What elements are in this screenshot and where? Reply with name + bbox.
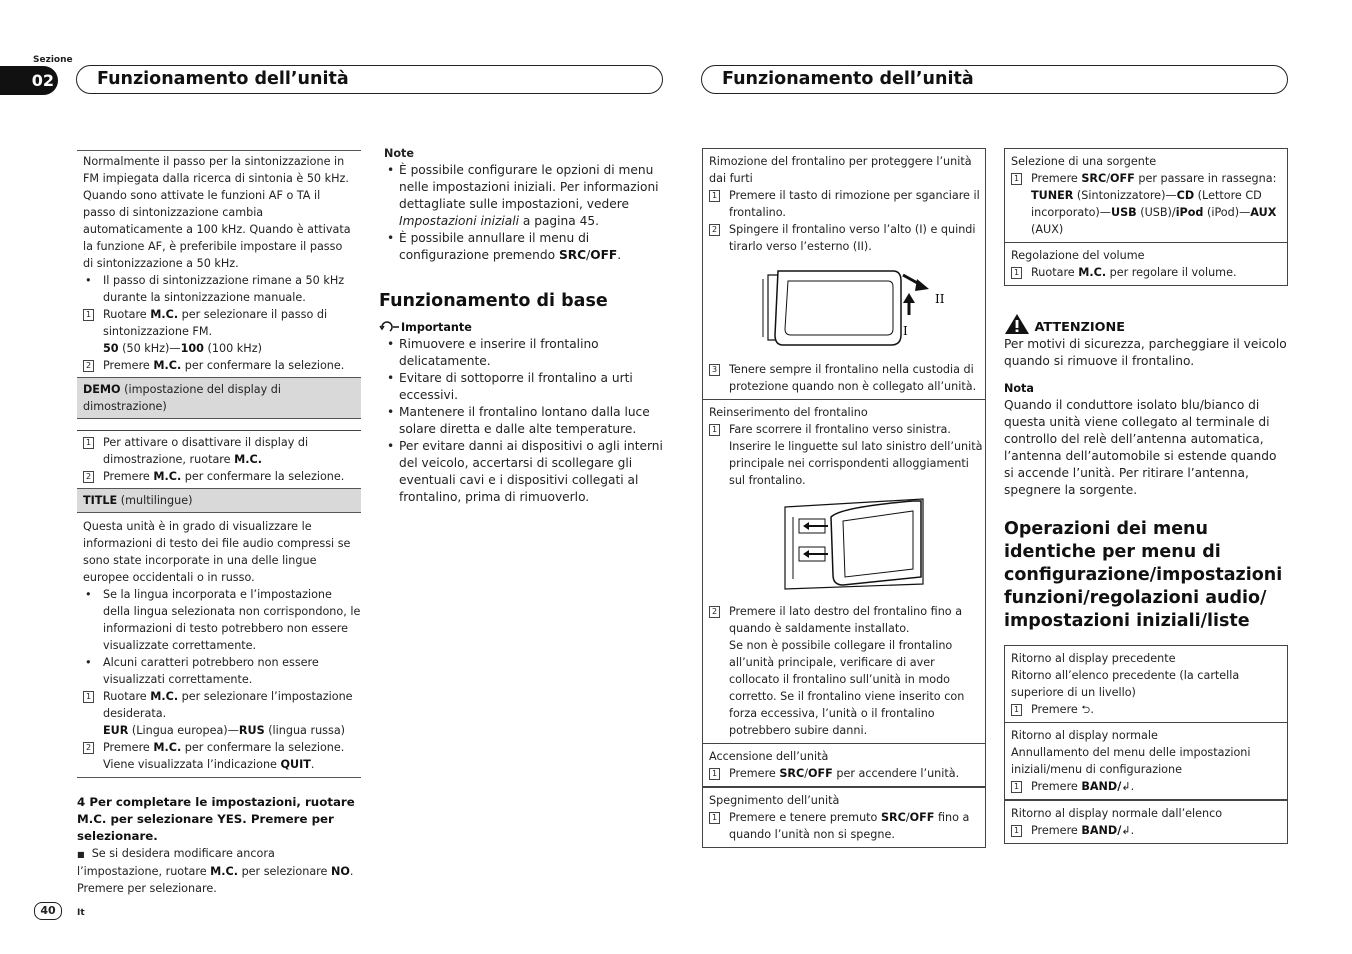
list-item: • Per evitare danni ai dispositivi o agli interni del veicolo, accertarsi di scollegare gli eventuali cavi e i dispositivi collegati al frontalino, prima di rimuoverlo. — [379, 438, 663, 506]
power-off-block — [703, 786, 985, 847]
menu-ops-box — [1004, 645, 1288, 844]
normal-display-block — [1005, 722, 1287, 799]
source-title: Selezione di una sorgente — [1011, 155, 1157, 168]
column-4 — [1004, 148, 1288, 844]
step-1: 1 Fare scorrere il frontalino verso sinistra. Inserire le linguette sul lato sinistro dell’unità principale nei corrispondenti alloggiamenti sul frontalino. — [703, 421, 985, 489]
step-1: 1 Premere SRC/OFF per accendere l’unità. — [703, 765, 985, 782]
step-1: 1 Premere BAND/↲. — [1005, 822, 1287, 839]
source-volume-box — [1004, 148, 1288, 286]
step-4: 4 Per completare le impostazioni, ruotare M.C. per selezionare YES. Premere per selezionare. — [77, 795, 355, 843]
step-3: 3 Tenere sempre il frontalino nella custodia di protezione quando non è collegato all’unità. — [703, 361, 985, 395]
insert-figure — [703, 489, 985, 599]
step-4-note: ■ Se si desidera modificare ancora l’impostazione, ruotare M.C. per selezionare NO. Premere per selezionare. — [77, 847, 354, 895]
step-2: 2 Premere M.C. per confermare la selezione. — [77, 357, 361, 374]
return-block — [1005, 646, 1287, 722]
language-code: It — [77, 908, 85, 918]
return-title: Ritorno al display precedente — [1011, 652, 1176, 665]
figure-label-I: I — [903, 324, 908, 338]
section-heading-base: Funzionamento di base — [379, 291, 608, 311]
removal-title: Rimozione del frontalino per proteggere l’unità dai furti — [709, 155, 972, 185]
volume-block — [1005, 242, 1287, 285]
important-icon — [379, 321, 401, 333]
warning-text: Per motivi di sicurezza, parcheggiare il veicolo quando si rimuove il frontalino. — [1004, 337, 1287, 368]
removal-block — [703, 149, 985, 399]
list-item: • È possibile annullare il menu di configurazione premendo SRC/OFF. — [379, 230, 663, 264]
section-number-badge: 02 — [0, 66, 58, 95]
nota-title: Nota — [1004, 382, 1034, 395]
demo-box — [77, 430, 361, 485]
step-1: 1 Premere il tasto di rimozione per sganciare il frontalino. — [703, 187, 985, 221]
note-title: Note — [384, 147, 414, 160]
insert-block — [703, 399, 985, 743]
step-2: 2 Premere M.C. per confermare la selezione. — [77, 468, 361, 485]
step-2: 2 Premere il lato destro del frontalino fino a quando è saldamente installato. Se non è possibile collegare il frontalino all’unità principale, verificare di aver collocato il frontalino sull’unità in modo corretto. Se il frontalino viene inserito con forza eccessiva, l’unità o il frontalino potrebbero subire danni. — [703, 603, 985, 739]
list-item: • Rimuovere e inserire il frontalino delicatamente. — [379, 336, 663, 370]
title-box — [77, 513, 361, 778]
list-return-block — [1005, 799, 1287, 843]
header-right-title: Funzionamento dell’unità — [701, 65, 1288, 94]
header-left-title: Funzionamento dell’unità — [76, 65, 663, 94]
list-item: • Mantenere il frontalino lontano dalla luce solare diretta e dalle alte temperature. — [379, 404, 663, 438]
power-off-title: Spegnimento dell’unità — [709, 794, 840, 807]
demo-heading: DEMO (impostazione del display di dimostrazione) — [77, 377, 361, 419]
step-1: 1 Premere ⮌. — [1005, 701, 1287, 718]
step-2: 2 Spingere il frontalino verso l’alto (I) e quindi tirarlo verso l’esterno (II). — [703, 221, 985, 255]
power-on-title: Accensione dell’unità — [709, 750, 829, 763]
removal-figure — [703, 255, 985, 355]
list-item: • Evitare di sottoporre il frontalino a urti eccessivi. — [379, 370, 663, 404]
insert-title: Reinserimento del frontalino — [709, 406, 868, 419]
fm-step-intro: Normalmente il passo per la sintonizzazione in FM impiegata dalla ricerca di sintonia è 50 kHz. Quando sono attivate le funzioni AF o TA il passo di sintonizzazione cambia automaticamente a 100 kHz. Quando è attivata la funzione AF, è preferibile impostare il passo di sintonizzazione a 50 kHz. — [83, 155, 351, 270]
column-3 — [702, 148, 986, 848]
step-2: 2 Premere M.C. per confermare la selezione. Viene visualizzata l’indicazione QUIT. — [77, 739, 361, 773]
step-1: 1 Premere e tenere premuto SRC/OFF fino a quando l’unità non si spegne. — [703, 809, 985, 843]
column-1 — [77, 150, 361, 897]
step-1: 1 Premere BAND/↲. — [1005, 778, 1287, 795]
section-heading-menu: Operazioni dei menu identiche per menu di configurazione/impostazioni funzioni/regolazioni audio/ impostazioni iniziali/liste — [1004, 519, 1283, 631]
step-1: 1 Premere SRC/OFF per passare in rassegna: TUNER (Sintonizzatore)—CD (Lettore CD incorporato)—USB (USB)/iPod (iPod)—AUX (AUX) — [1005, 170, 1287, 238]
section-label: Sezione — [33, 55, 73, 65]
enter-icon: ↲ — [1121, 824, 1131, 837]
figure-label-II: II — [935, 292, 945, 306]
important-title: Importante — [379, 319, 663, 336]
list-item: • Il passo di sintonizzazione rimane a 50 kHz durante la sintonizzazione manuale. — [77, 272, 361, 306]
volume-title: Regolazione del volume — [1011, 249, 1145, 262]
column-2 — [379, 145, 663, 506]
warning-title: ATTENZIONE — [1004, 313, 1288, 336]
enter-icon: ↲ — [1121, 780, 1131, 793]
return-icon: ⮌ — [1081, 703, 1091, 716]
return-sub: Ritorno all’elenco precedente (la cartella superiore di un livello) — [1011, 669, 1240, 699]
list-item: • Se la lingua incorporata e l’impostazione della lingua selezionata non corrispondono, le informazioni di testo potrebbero non essere visualizzate correttamente. — [77, 586, 361, 654]
step-1: 1 Ruotare M.C. per selezionare l’impostazione desiderata. EUR (Lingua europea)—RUS (lingua russa) — [77, 688, 361, 739]
title-heading: TITLE (multilingue) — [77, 488, 361, 513]
page-number: 40 — [34, 902, 62, 920]
list-item: • Alcuni caratteri potrebbero non essere visualizzati correttamente. — [77, 654, 361, 688]
list-return-title: Ritorno al display normale dall’elenco — [1011, 807, 1223, 820]
source-block — [1005, 149, 1287, 242]
fm-step-box — [77, 150, 361, 374]
normal-display-sub: Annullamento del menu delle impostazioni iniziali/menu di configurazione — [1011, 746, 1251, 776]
warning-icon — [1004, 313, 1030, 335]
title-intro: Questa unità è in grado di visualizzare le informazioni di testo dei file audio compressi se sono state incorporate in una delle lingue europee occidentali o in russo. — [83, 520, 351, 584]
power-on-block — [703, 743, 985, 786]
step-1: 1 Per attivare o disattivare il display di dimostrazione, ruotare M.C. — [77, 434, 361, 468]
step-1: 1 Ruotare M.C. per selezionare il passo di sintonizzazione FM. 50 (50 kHz)—100 (100 kHz) — [77, 306, 361, 357]
nota-text: Quando il conduttore isolato blu/bianco di questa unità viene collegato al terminale di controllo del relè dell’antenna automatica, l’antenna dell’automobile si estende quando si accende l’unità. Per ritirare l’antenna, spegnere la sorgente. — [1004, 398, 1277, 497]
list-item: • È possibile configurare le opzioni di menu nelle impostazioni iniziali. Per informazioni dettagliate sulle impostazioni, vedere Impostazioni iniziali a pagina 45. — [379, 162, 663, 230]
normal-display-title: Ritorno al display normale — [1011, 729, 1158, 742]
step-1: 1 Ruotare M.C. per regolare il volume. — [1005, 264, 1287, 281]
